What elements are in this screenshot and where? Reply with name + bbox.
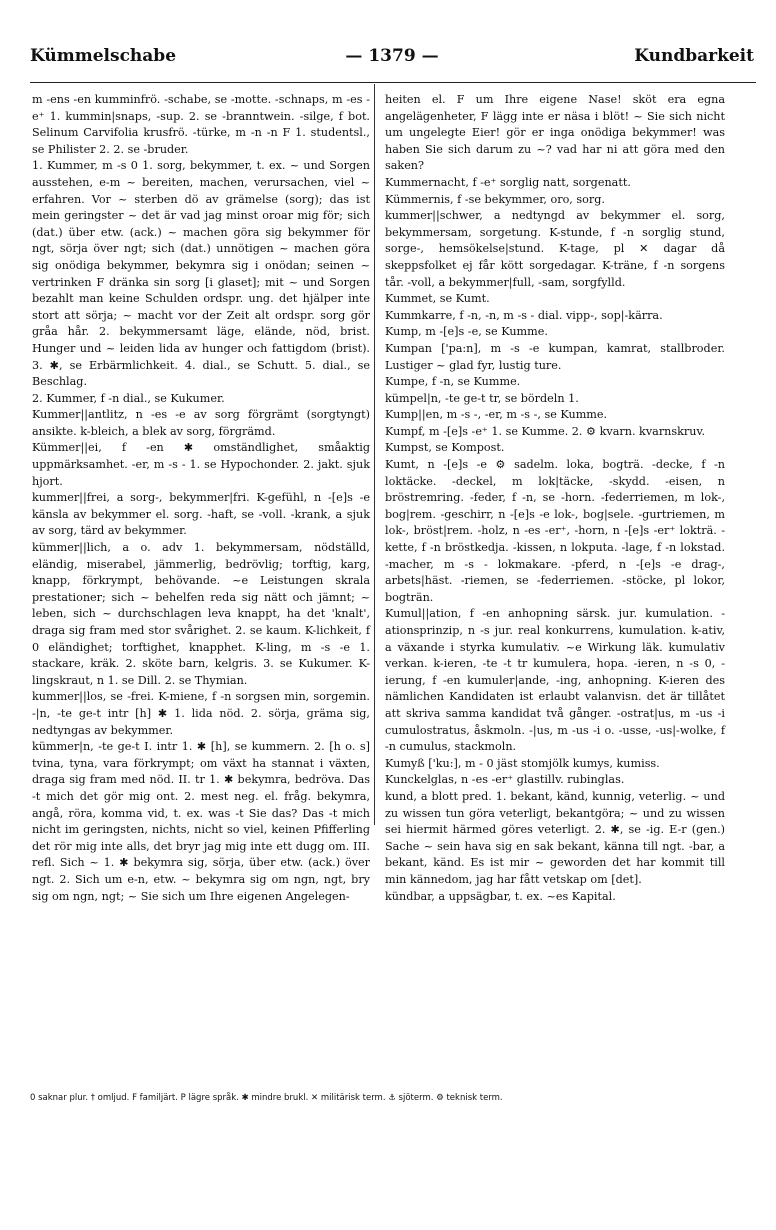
entry: kummer||schwer, a nedtyngd av bekymmer el. sorg, bekymmersam, sorgetung. K-stunde, f -n sorglig stund, sorge-, hemsökelse|stund. K-tage, pl ✕ dagar då skeppsfolket ej får kött sorgedagar. K-träne, f -n sorgens tår. -voll, a bekymmer|full, -sam, sorgfylld.: [385, 209, 725, 289]
header-rule: [30, 82, 756, 83]
entry: Kumpan ['pa:n], m -s -e kumpan, kamrat, stallbroder. Lustiger ~ glad fyr, lustig ture.: [385, 341, 725, 372]
entry: kümmer||lich, a o. adv 1. bekymmersam, nödställd, eländig, miserabel, jämmerlig, bedrövlig; torftig, karg, knapp, förkrympt, behövande. ~e Leistungen skrala prestationer; sich ~ behelfen reda sig nätt och jämnt; ~ leben, sich ~ durchschlagen leva knappt, ha det 'knalt', draga sig fram med stor svårighet. 2. se kaum. K-lichkeit, f 0 eländighet; torftighet, knapphet. K-ling, m -s -e 1. stackare, kräk. 2. sköte barn, kelgris. 3. se Kukumer. K-lingskraut, n 1. se Dill. 2. se Thymian.: [32, 541, 370, 687]
entry: Kümmer||ei, f -en ✱ omständlighet, småaktig uppmärksamhet. -er, m -s - 1. se Hypochonder. 2. jakt. sjuk hjort.: [32, 441, 370, 488]
entry: Kummer||antlitz, n -es -e av sorg förgrämt (sorgtyngt) ansikte. k-bleich, a blek av sorg, förgrämd.: [32, 408, 370, 438]
entry: heiten el. F um Ihre eigene Nase! sköt era egna angelägenheter, F lägg inte er näsa i blöt! ~ Sie sich nicht um ungelegte Eier! gör er inga onödiga bekymmer! was haben Sie sich darum zu ~? vad har ni att göra med den saken?: [385, 93, 725, 173]
entry: kündbar, a uppsägbar, t. ex. ~es Kapital.: [385, 889, 616, 903]
entry: 1. Kummer, m -s 0 1. sorg, bekymmer, t. ex. ~ und Sorgen ausstehen, e-m ~ bereiten, machen, verursachen, viel ~ erfahren. Vor ~ sterben dö av grämelse (sorg); das ist mein geringster ~ det är vad jag minst oroar mig för; sich (dat.) über etw. (ack.) ~ machen göra sig bekymmer för ngt, sörja över ngt; sich (dat.) unnötigen ~ machen göra sig onödiga bekymmer, bekymra sig i onödan; seinen ~ vertrinken F dränka sin sorg [i glaset]; mit ~ und Sorgen bezahlt man keine Schulden ordspr. ung. det hjälper inte stort att sörja; ~ macht vor der Zeit alt ordspr. sorg gör gråa hår. 2. bekymmersamt läge, elände, nöd, brist. Hunger und ~ leiden lida av hunger och fattigdom (brist). 3. ✱, se Erbärmlichkeit. 4. dial., se Schutt. 5. dial., se Beschlag.: [32, 159, 370, 389]
entry: Kumpf, m -[e]s -e⁺ 1. se Kumme. 2. ⚙ kvarn. kvarnskruv.: [385, 424, 706, 438]
header-last-entry: Kundbarkeit: [634, 46, 754, 66]
page-number: — 1379 —: [345, 46, 439, 66]
entry: Kümmernis, f -se bekymmer, oro, sorg.: [385, 192, 605, 206]
entry: Kummkarre, f -n, -n, m -s - dial. vipp-, sop|-kärra.: [385, 308, 663, 322]
entry: kummer||los, se -frei. K-miene, f -n sorgsen min, sorgemin. -|n, -te ge-t intr [h] ✱ 1. lida nöd. 2. sörja, gräma sig, nedtyngas av bekymmer.: [32, 690, 370, 737]
right-column: [385, 92, 725, 905]
entry: kummer||frei, a sorg-, bekymmer|fri. K-gefühl, n -[e]s -e känsla av bekymmer el. sorg. -haft, se -voll. -krank, a sjuk av sorg, tärd av bekymmer.: [32, 491, 370, 538]
entry: Kummet, se Kumt.: [385, 292, 490, 306]
entry: Kumul||ation, f -en anhopning särsk. jur. kumulation. -ationsprinzip, n -s jur. real konkurrens, kumulation. k-ativ, a växande i styrka kumulativ. ~e Wirkung läk. kumulativ verkan. k-ieren, -te -t tr kumulera, hopa. -ieren, n -s 0, -ierung, f -en kumuler|ande, -ing, anhopning. K-ieren des nämlichen Kandidaten ist erlaubt valanvisn. det är tillåtet att skriva samma kandidat två gånger. -ostrat|us, m -us -i cumulostratus, åskmoln. -|us, m -us -i o. -usse, -us|-wolke, f -n cumulus, stackmoln.: [385, 607, 725, 754]
entry: Kunckelglas, n -es -er⁺ glastillv. rubinglas.: [385, 773, 625, 787]
entry: kund, a blott pred. 1. bekant, känd, kunnig, veterlig. ~ und zu wissen tun göra veterligt, bekantgöra; ~ und zu wissen sei hiermit härmed göres veterligt. 2. ✱, se -ig. E-r (gen.) Sache ~ sein hava sig en sak bekant, känna till ngt. -bar, a bekant, känd. Es ist mir ~ geworden det har kommit till min kännedom, jag har fått vetskap om [det].: [385, 789, 725, 886]
left-column: [32, 92, 370, 905]
page-header: [30, 46, 754, 76]
entry: kümpel|n, -te ge-t tr, se bördeln 1.: [385, 391, 579, 405]
entry: Kumt, n -[e]s -e ⚙ sadelm. loka, bogträ. -decke, f -n loktäcke. -deckel, m lok|täcke, -skydd. -eisen, n bröstremring. -feder, f -n, se -horn. -federriemen, m lok-, bog|rem. -geschirr, n -[e]s -e lok-, bog|sele. -gurtriemen, m lok-, bröst|rem. -holz, n -es -er⁺, -horn, n -[e]s -er⁺ lokträ. -kette, f -n bröstkedja. -kissen, n lokputa. -lage, f -n lokstad. -macher, m -s - lokmakare. -pferd, n -[e]s -e drag-, arbets|häst. -riemen, se -federriemen. -stöcke, pl lokor, bogträn.: [385, 458, 725, 604]
column-divider: [374, 84, 375, 825]
entry: Kumpst, se Kompost.: [385, 441, 505, 455]
entry: Kumpe, f -n, se Kumme.: [385, 375, 521, 389]
header-first-entry: Kümmelschabe: [30, 46, 177, 66]
entry: m -ens -en kumminfrö. -schabe, se -motte. -schnaps, m -es -e⁺ 1. kummin|snaps, -sup. 2. se -branntwein. -silge, f bot. Selinum Carvifolia krusfrö. -türke, m -n -n F 1. studentsl., se Philister 2. 2. se -bruder.: [32, 93, 370, 156]
entry: kümmer|n, -te ge-t I. intr 1. ✱ [h], se kummern. 2. [h o. s] tvina, tyna, vara förkrympt; om växt ha stannat i växten, draga sig fram med nöd. II. tr 1. ✱ bekymra, bedröva. Das -t mich det gör mig ont. 2. mest neg. el. fråg. bekymra, angå, röra, komma vid, t. ex. was -t Sie das? Das -t mich nicht im geringsten, nichts, nicht so viel, keinen Pfifferling det rör mig inte alls, det bryr jag mig inte ett dugg om. III. refl. Sich ~ 1. ✱ bekymra sig, sörja, über etw. (ack.) över ngt. 2. Sich um e-n, etw. ~ bekymra sig om ngn, ngt, bry sig om ngn, ngt; ~ Sie sich um Ihre eigenen Angelegen-: [32, 740, 370, 903]
entry: Kumyß ['ku:], m - 0 jäst stomjölk kumys, kumiss.: [385, 756, 660, 770]
entry: Kump, m -[e]s -e, se Kumme.: [385, 325, 548, 339]
entry: Kummernacht, f -e⁺ sorglig natt, sorgenatt.: [385, 175, 631, 189]
entry: 2. Kummer, f -n dial., se Kukumer.: [32, 391, 225, 405]
entry: Kump||en, m -s -, -er, m -s -, se Kumme.: [385, 408, 608, 422]
abbreviation-legend: 0 saknar plur. † omljud. F familjärt. P lägre språk. ✱ mindre brukl. ✕ militärisk term. ⚓ sjöterm. ⚙ teknisk term.: [30, 1093, 503, 1103]
